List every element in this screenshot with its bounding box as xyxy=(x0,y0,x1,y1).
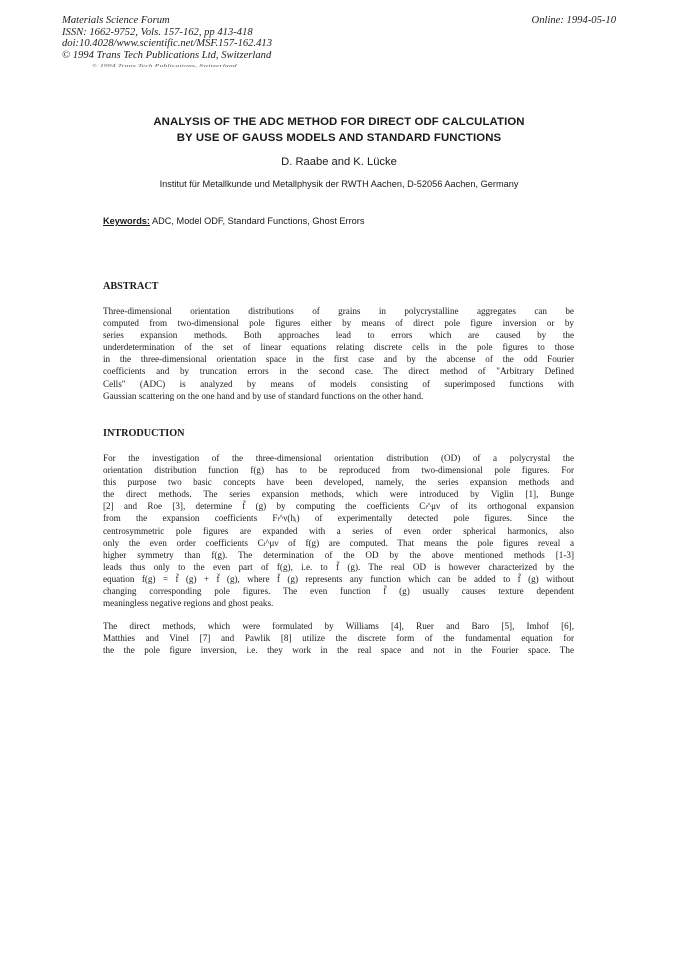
intro-line: equation f(g) = f̃ (g) + f̆ (g), where f̆ (g) represents any function which can be added to f̃ (g) without xyxy=(103,573,574,584)
abstract-line: coefficients and by truncation errors in the second case. The direct method of "Arbitrary Defined xyxy=(103,366,574,377)
abstract-line: underdetermination of the set of linear equations relating discrete cells in the pole figures to those xyxy=(103,342,574,353)
intro-line: [2] and Roe [3], determine f̃ (g) by computing the coefficients Cₗ^μν of its orthogonal expansion xyxy=(103,501,574,512)
abstract-line: series expansion methods. Both approaches lead to errors which are caused by the xyxy=(103,330,574,341)
intro-line: Matthies and Vinel [7] and Pawlik [8] utilize the discrete form of the fundamental equation for xyxy=(103,633,574,644)
keywords-list: ADC, Model ODF, Standard Functions, Ghost Errors xyxy=(152,216,365,226)
intro-line: centrosymmetric pole figures are expanded with a series of even order spherical harmonics, also xyxy=(103,525,574,536)
intro-line: from the expansion coefficients Fₗ^ν(hᵢ) of experimentally detected pole figures. Since the xyxy=(103,513,574,524)
intro-line: this purpose two basic concepts have been developed, namely, the series expansion methods and xyxy=(103,477,574,488)
intro-line: orientation distribution function f(g) has to be reproduced from two-dimensional pole figures. For xyxy=(103,465,574,476)
abstract-line: Three-dimensional orientation distributions of grains in polycrystalline aggregates can be xyxy=(103,306,574,316)
issn-line: ISSN: 1662-9752, Vols. 157-162, pp 413-418 xyxy=(62,26,253,38)
title-line-1: ANALYSIS OF THE ADC METHOD FOR DIRECT ODF CALCULATION xyxy=(153,116,525,128)
introduction-paragraph-1 xyxy=(103,452,574,609)
keywords xyxy=(103,216,364,226)
abstract-line: in the three-dimensional orientation space in the first case and by the abcense of the odd Fourier xyxy=(103,354,574,365)
affiliation: Institut für Metallkunde und Metallphysik der RWTH Aachen, D-52056 Aachen, Germany xyxy=(159,179,519,189)
abstract-line: Cells" (ADC) is analyzed by means of models consisting of superimposed functions with xyxy=(103,378,574,389)
intro-line: For the investigation of the three-dimensional orientation distribution (OD) of a polycrystal the xyxy=(103,453,574,463)
intro-line: the the pole figure inversion, i.e. they work in the real space and not in the Fourier space. The xyxy=(103,645,574,656)
intro-line: only the even order coefficients Cₗ^μν of f(g) are computed. That means the pole figures reveal a xyxy=(103,537,574,548)
ghost-copyright-line: © 1994 Trans Tech Publications, Switzerland xyxy=(92,63,237,68)
title-line-2: BY USE OF GAUSS MODELS AND STANDARD FUNCTIONS xyxy=(176,132,502,144)
abstract-body xyxy=(103,305,574,402)
abstract-heading: ABSTRACT xyxy=(103,281,159,292)
intro-line: changing corresponding pole figures. The even function f̃ (g) usually causes texture dependent xyxy=(103,586,574,597)
keywords-label: Keywords: xyxy=(103,216,150,226)
copyright-line: © 1994 Trans Tech Publications Ltd, Switzerland xyxy=(62,49,272,61)
intro-line: the direct methods. The series expansion methods, which were introduced by Viglin [1], Bunge xyxy=(103,489,574,500)
introduction-paragraph-2 xyxy=(103,620,574,656)
journal-name: Materials Science Forum xyxy=(62,15,170,26)
paper-title xyxy=(80,114,598,146)
online-date: Online: 1994-05-10 xyxy=(531,15,616,26)
intro-line: leads thus only to the even part of f(g), i.e. to f̃ (g). The real OD is however characterized by the xyxy=(103,561,574,572)
intro-line: The direct methods, which were formulated by Williams [4], Ruer and Baro [5], Imhof [6], xyxy=(103,621,574,631)
abstract-line: Gaussian scattering on the one hand and by use of standard functions on the other hand. xyxy=(103,390,424,401)
intro-line: meaningless negative regions and ghost peaks. xyxy=(103,598,274,609)
abstract-line: computed from two-dimensional pole figures either by means of direct pole figure inversion or by xyxy=(103,318,574,329)
doi-line[interactable]: doi:10.4028/www.scientific.net/MSF.157-162.413 xyxy=(62,38,272,49)
authors: D. Raabe and K. Lücke xyxy=(281,156,397,168)
introduction-heading: INTRODUCTION xyxy=(103,428,185,439)
intro-line: higher symmetry than f(g). The determination of the OD by the above mentioned methods [1-3] xyxy=(103,549,574,560)
